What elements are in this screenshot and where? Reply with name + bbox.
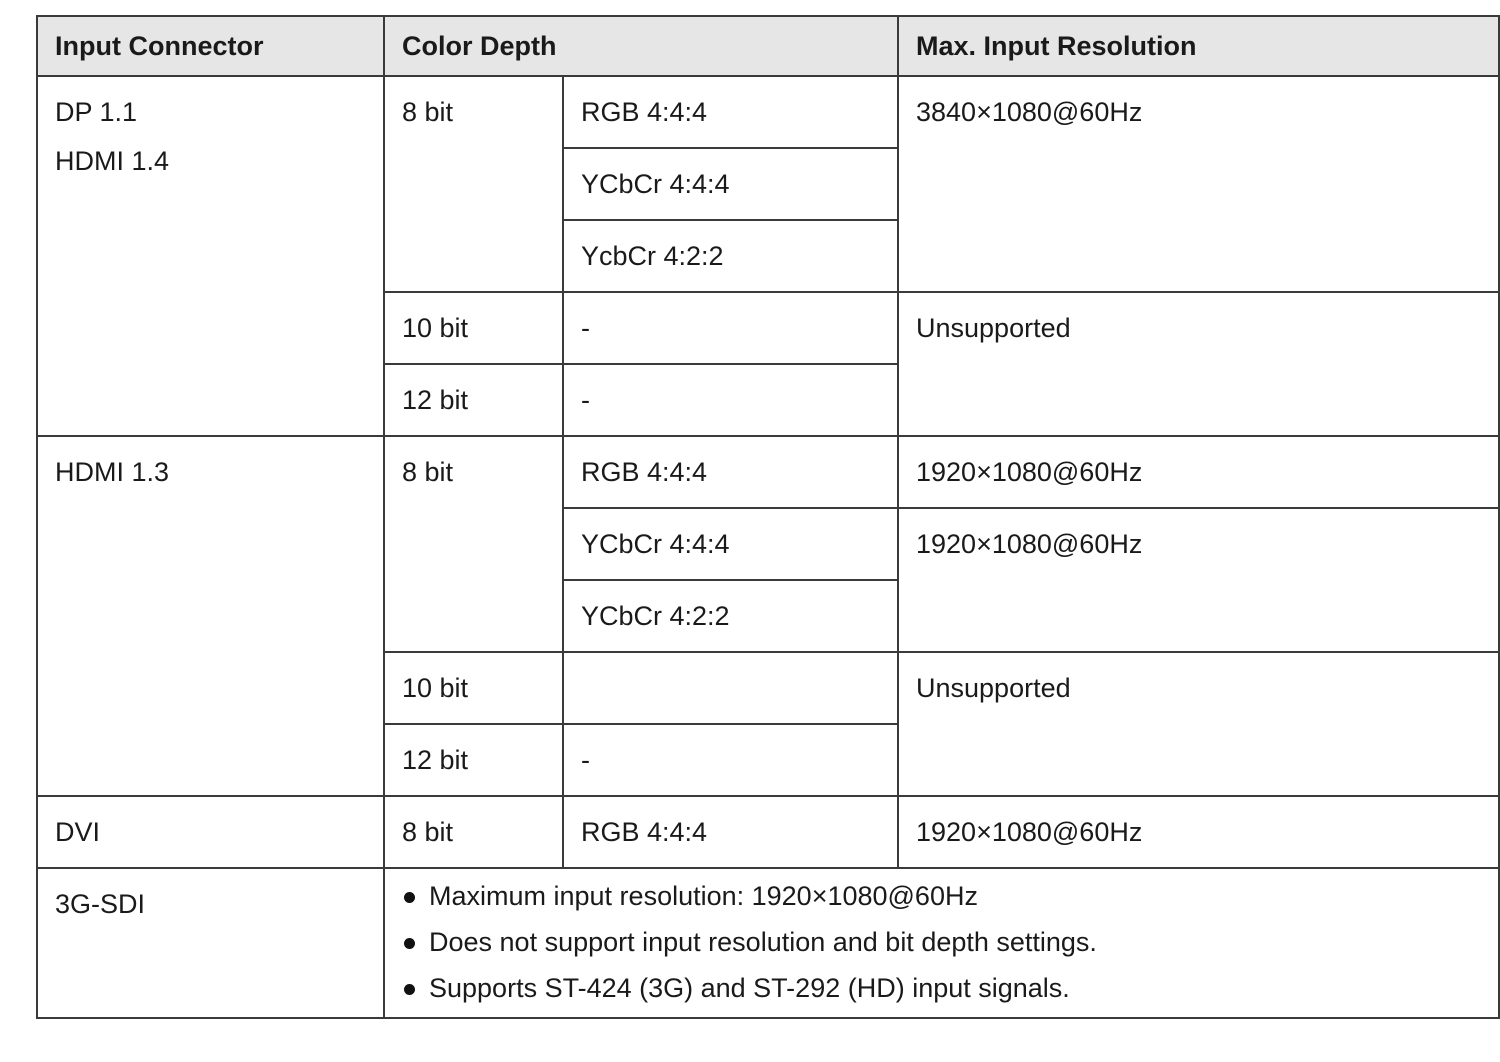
bit-depth-cell: 8 bit [384,436,563,652]
list-item [402,929,1498,956]
input-spec-table [36,15,1500,1019]
note-text: Does not support input resolution and bit depth settings. [429,927,1097,957]
sampling-cell: YcbCr 4:2:2 [563,220,898,292]
sampling-cell: RGB 4:4:4 [563,796,898,868]
resolution-cell: Unsupported [898,652,1499,796]
table-row [37,76,1499,148]
resolution-cell: 3840×1080@60Hz [898,76,1499,292]
sampling-cell: YCbCr 4:2:2 [563,580,898,652]
list-item [402,883,1498,910]
bit-depth-cell: 12 bit [384,724,563,796]
bit-depth-cell: 10 bit [384,292,563,364]
bit-depth-cell: 8 bit [384,796,563,868]
note-text: Supports ST-424 (3G) and ST-292 (HD) input signals. [429,973,1070,1003]
note-text: Maximum input resolution: 1920×1080@60Hz [429,881,978,911]
bullet-icon [404,892,415,903]
header-row [37,16,1499,76]
header-max-input-resolution: Max. Input Resolution [898,16,1499,76]
sampling-cell: RGB 4:4:4 [563,436,898,508]
bullet-icon [404,984,415,995]
connector-cell-hdmi13: HDMI 1.3 [37,436,384,796]
bit-depth-cell: 10 bit [384,652,563,724]
sampling-cell [563,652,898,724]
connector-cell-3g-sdi: 3G-SDI [37,868,384,1018]
connector-label: HDMI 1.4 [55,146,170,176]
sampling-cell: - [563,364,898,436]
resolution-cell: 1920×1080@60Hz [898,436,1499,508]
bit-depth-cell: 12 bit [384,364,563,436]
resolution-cell: 1920×1080@60Hz [898,796,1499,868]
sdi-notes-list [402,883,1498,1002]
bullet-icon [404,938,415,949]
header-input-connector: Input Connector [37,16,384,76]
sampling-cell: YCbCr 4:4:4 [563,148,898,220]
table-row [37,796,1499,868]
connector-cell-dvi: DVI [37,796,384,868]
resolution-cell: Unsupported [898,292,1499,436]
header-color-depth: Color Depth [384,16,898,76]
sampling-cell: YCbCr 4:4:4 [563,508,898,580]
sampling-cell: - [563,292,898,364]
sampling-cell: RGB 4:4:4 [563,76,898,148]
connector-cell-dp-hdmi14 [37,76,384,436]
sampling-cell: - [563,724,898,796]
table-row [37,436,1499,508]
table-row [37,868,1499,1018]
list-item [402,975,1498,1002]
bit-depth-cell: 8 bit [384,76,563,292]
connector-label: DP 1.1 [55,97,138,127]
resolution-cell: 1920×1080@60Hz [898,508,1499,652]
sdi-notes-cell [384,868,1499,1018]
